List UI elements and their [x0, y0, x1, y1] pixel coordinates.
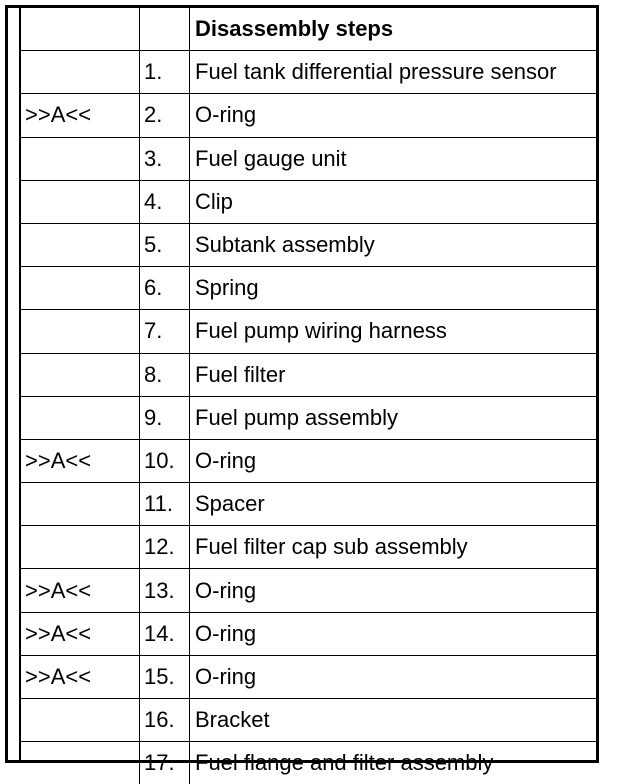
step-number: 7.	[140, 310, 190, 353]
step-note: >>A<<	[21, 94, 140, 137]
table-row	[21, 267, 596, 310]
table-row	[21, 742, 596, 784]
step-number: 1.	[140, 51, 190, 94]
step-note	[21, 137, 140, 180]
step-part: Fuel filter	[190, 353, 597, 396]
step-number: 14.	[140, 612, 190, 655]
step-part: Spring	[190, 267, 597, 310]
step-number: 11.	[140, 483, 190, 526]
step-number: 16.	[140, 699, 190, 742]
table-row	[21, 137, 596, 180]
table-row	[21, 51, 596, 94]
step-note	[21, 267, 140, 310]
step-number: 10.	[140, 439, 190, 482]
step-part: O-ring	[190, 655, 597, 698]
step-part: Subtank assembly	[190, 223, 597, 266]
step-number: 9.	[140, 396, 190, 439]
table-row	[21, 526, 596, 569]
step-note	[21, 223, 140, 266]
disassembly-steps-table	[21, 8, 596, 784]
table-row	[21, 699, 596, 742]
table-row	[21, 569, 596, 612]
step-number: 8.	[140, 353, 190, 396]
step-part: O-ring	[190, 569, 597, 612]
step-part: Fuel pump wiring harness	[190, 310, 597, 353]
disassembly-steps-header: Disassembly steps	[190, 8, 597, 51]
table-row	[21, 353, 596, 396]
table-row	[21, 223, 596, 266]
step-note	[21, 483, 140, 526]
table-row	[21, 396, 596, 439]
step-note	[21, 51, 140, 94]
step-note: >>A<<	[21, 655, 140, 698]
step-part: Fuel pump assembly	[190, 396, 597, 439]
step-part: Fuel gauge unit	[190, 137, 597, 180]
table-row	[21, 612, 596, 655]
step-part: Clip	[190, 180, 597, 223]
step-number: 13.	[140, 569, 190, 612]
table-row	[21, 94, 596, 137]
step-part: Fuel flange and filter assembly	[190, 742, 597, 784]
step-note	[21, 699, 140, 742]
step-number: 3.	[140, 137, 190, 180]
step-note: >>A<<	[21, 439, 140, 482]
step-note	[21, 526, 140, 569]
disassembly-table-frame	[5, 5, 599, 776]
table-row	[21, 439, 596, 482]
step-note	[21, 310, 140, 353]
step-number: 2.	[140, 94, 190, 137]
step-part: O-ring	[190, 612, 597, 655]
step-number: 6.	[140, 267, 190, 310]
step-note	[21, 396, 140, 439]
step-part: Bracket	[190, 699, 597, 742]
step-part: O-ring	[190, 439, 597, 482]
step-part: Spacer	[190, 483, 597, 526]
number-column-header	[140, 8, 190, 51]
step-note: >>A<<	[21, 569, 140, 612]
table-header-row	[21, 8, 596, 51]
step-number: 17.	[140, 742, 190, 784]
step-note	[21, 742, 140, 784]
step-number: 4.	[140, 180, 190, 223]
step-note	[21, 180, 140, 223]
step-note: >>A<<	[21, 612, 140, 655]
table-row	[21, 310, 596, 353]
step-part: O-ring	[190, 94, 597, 137]
step-note	[21, 353, 140, 396]
step-number: 15.	[140, 655, 190, 698]
step-number: 5.	[140, 223, 190, 266]
step-part: Fuel tank differential pressure sensor	[190, 51, 597, 94]
table-row	[21, 483, 596, 526]
table-row	[21, 180, 596, 223]
note-column-header	[21, 8, 140, 51]
table-row	[21, 655, 596, 698]
step-part: Fuel filter cap sub assembly	[190, 526, 597, 569]
step-number: 12.	[140, 526, 190, 569]
